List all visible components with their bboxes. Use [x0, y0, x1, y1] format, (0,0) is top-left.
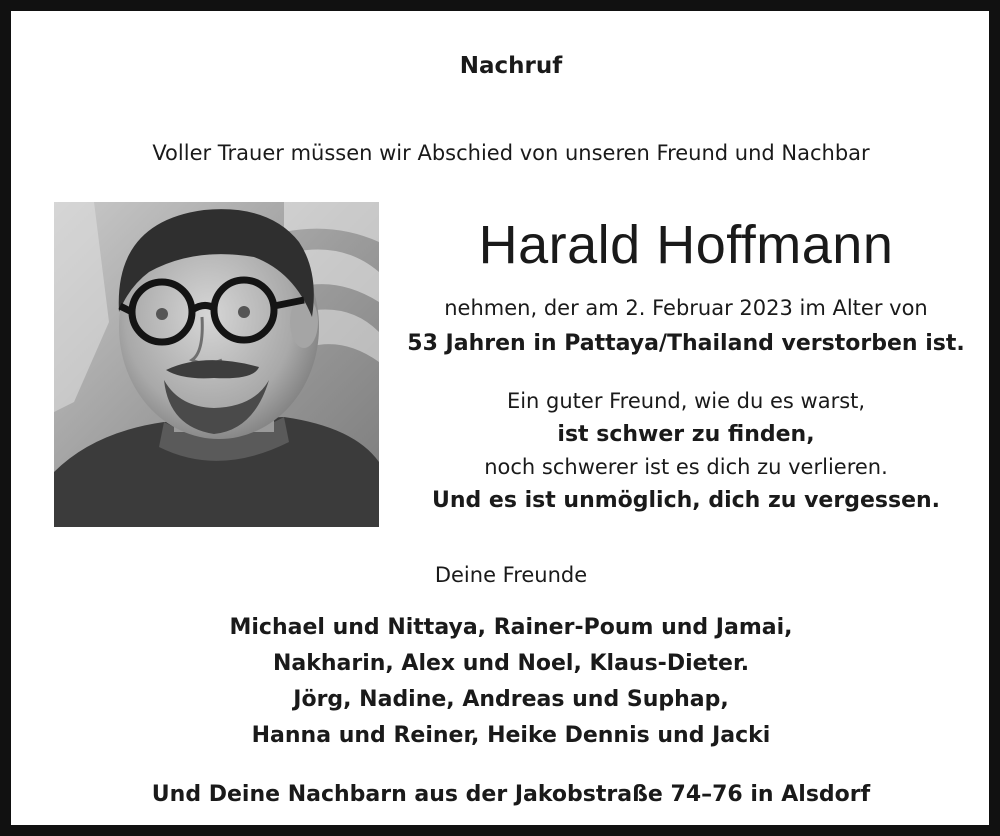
verse-line: Ein guter Freund, wie du es warst, [506, 389, 866, 413]
deceased-name: Harald Hoffmann [478, 215, 894, 275]
verse-line: Und es ist unmöglich, dich zu vergessen. [431, 488, 941, 513]
intro-line: Voller Trauer müssen wir Abschied von unseren Freund und Nachbar [152, 141, 870, 165]
verse-line: ist schwer zu finden, [557, 422, 815, 447]
death-info-line-1: nehmen, der am 2. Februar 2023 im Alter von [444, 296, 928, 320]
friends-line: Michael und Nittaya, Rainer-Poum und Jamai, [229, 615, 793, 640]
portrait-photo [54, 202, 379, 527]
verse-line: noch schwerer ist es dich zu verlieren. [484, 455, 888, 479]
signoff-line: Deine Freunde [434, 563, 588, 587]
neighbors-line: Und Deine Nachbarn aus der Jakobstraße 74–76 in Alsdorf [151, 782, 871, 807]
friends-line: Nakharin, Alex und Noel, Klaus-Dieter. [272, 651, 750, 676]
friends-line: Hanna und Reiner, Heike Dennis und Jacki [251, 723, 771, 748]
notice-title: Nachruf [459, 53, 563, 79]
friends-line: Jörg, Nadine, Andreas und Suphap, [293, 687, 729, 712]
death-info-line-2: 53 Jahren in Pattaya/Thailand verstorben ist. [407, 331, 965, 356]
